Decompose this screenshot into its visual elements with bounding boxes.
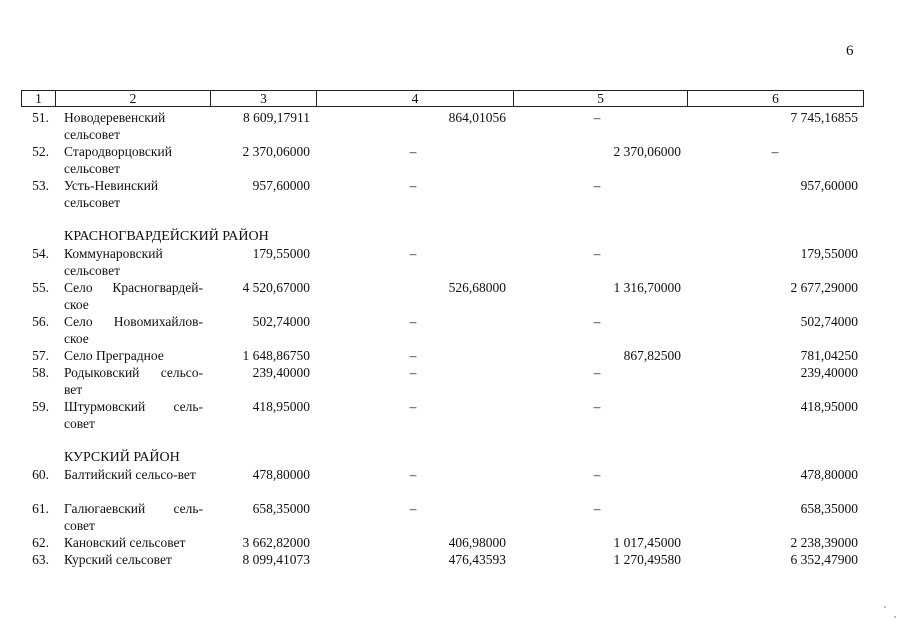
- settlement-name: Галюгаевский сель-совет: [64, 501, 203, 533]
- section-heading-row: [21, 449, 864, 466]
- value-col-4: –: [409, 246, 417, 261]
- value-col-5: 1 017,45000: [613, 535, 681, 550]
- value-col-3: 502,74000: [252, 314, 310, 329]
- settlement-name: Стародворцовский сельсовет: [64, 144, 172, 176]
- value-col-5: –: [593, 501, 601, 516]
- value-col-5: 1 316,70000: [613, 280, 681, 295]
- settlement-name: Село Новомихайлов-ское: [64, 314, 203, 346]
- settlement-name: Штурмовский сель-совет: [64, 399, 203, 431]
- settlement-name: Кановский сельсовет: [64, 535, 186, 550]
- value-col-6: 502,74000: [800, 314, 858, 329]
- table-row: [21, 398, 864, 432]
- header-col-2: 2: [56, 91, 211, 106]
- settlement-name: Родыковский сельсо-вет: [64, 365, 203, 397]
- value-col-3: 957,60000: [252, 178, 310, 193]
- value-col-6: 239,40000: [800, 365, 858, 380]
- value-col-3: 478,80000: [252, 467, 310, 482]
- value-col-4: 864,01056: [448, 110, 506, 125]
- table-row: [21, 364, 864, 398]
- value-col-3: 418,95000: [252, 399, 310, 414]
- section-title: КРАСНОГВАРДЕЙСКИЙ РАЙОН: [64, 229, 269, 244]
- value-col-5: 867,82500: [623, 348, 681, 363]
- value-col-4: –: [409, 144, 417, 159]
- value-col-6: 2 677,29000: [790, 280, 858, 295]
- header-col-4: 4: [317, 91, 514, 106]
- settlement-name: Село Преградное: [64, 348, 164, 363]
- value-col-3: 2 370,06000: [242, 144, 310, 159]
- row-number: 61.: [32, 501, 49, 516]
- value-col-4: –: [409, 365, 417, 380]
- value-col-4: 406,98000: [448, 535, 506, 550]
- value-col-5: 2 370,06000: [613, 144, 681, 159]
- row-number: 56.: [32, 314, 49, 329]
- table-row: [21, 109, 864, 143]
- row-number: 63.: [32, 552, 49, 567]
- settlement-name: Село Красногвардей-ское: [64, 280, 203, 312]
- value-col-5: –: [593, 178, 601, 193]
- value-col-5: –: [593, 314, 601, 329]
- header-col-6: 6: [772, 91, 779, 106]
- row-number: 54.: [32, 246, 49, 261]
- row-number: 51.: [32, 110, 49, 125]
- value-col-3: 179,55000: [252, 246, 310, 261]
- row-number: 59.: [32, 399, 49, 414]
- row-number: 58.: [32, 365, 49, 380]
- header-col-5: 5: [514, 91, 688, 106]
- row-number: 55.: [32, 280, 49, 295]
- table-row: [21, 534, 864, 551]
- value-col-6: 7 745,16855: [790, 110, 858, 125]
- value-col-6: 781,04250: [800, 348, 858, 363]
- scan-speck: [894, 616, 896, 618]
- settlement-name: Балтийский сельсо-вет: [64, 467, 196, 482]
- value-col-4: –: [409, 399, 417, 414]
- header-col-1: 1: [22, 91, 56, 106]
- value-col-4: –: [409, 348, 417, 363]
- table-body: [21, 109, 864, 568]
- value-col-3: 8 099,41073: [242, 552, 310, 567]
- table-row: [21, 143, 864, 177]
- settlement-name: Курский сельсовет: [64, 552, 172, 567]
- settlement-name: Усть-Невинский сельсовет: [64, 178, 159, 210]
- table-row: [21, 313, 864, 347]
- table-row: [21, 466, 864, 500]
- value-col-6: 957,60000: [800, 178, 858, 193]
- header-col-3: 3: [211, 91, 317, 106]
- value-col-5: –: [593, 399, 601, 414]
- settlement-name: Новодеревенский сельсовет: [64, 110, 166, 142]
- table-row: [21, 245, 864, 279]
- section-title: КУРСКИЙ РАЙОН: [64, 450, 180, 465]
- settlement-name: Коммунаровский сельсовет: [64, 246, 163, 278]
- row-number: 62.: [32, 535, 49, 550]
- row-number: 60.: [32, 467, 49, 482]
- value-col-4: –: [409, 467, 417, 482]
- table-row: [21, 500, 864, 534]
- table-row: [21, 177, 864, 211]
- value-col-5: –: [593, 246, 601, 261]
- value-col-6: 478,80000: [800, 467, 858, 482]
- page-number: 6: [846, 43, 854, 59]
- row-number: 53.: [32, 178, 49, 193]
- table-row: [21, 551, 864, 568]
- value-col-4: –: [409, 178, 417, 193]
- table-header-row: [21, 90, 864, 107]
- value-col-3: 658,35000: [252, 501, 310, 516]
- value-col-4: 476,43593: [448, 552, 506, 567]
- row-number: 57.: [32, 348, 49, 363]
- value-col-3: 3 662,82000: [242, 535, 310, 550]
- value-col-6: 658,35000: [800, 501, 858, 516]
- value-col-3: 8 609,17911: [243, 110, 310, 125]
- value-col-4: –: [409, 314, 417, 329]
- scan-speck: [884, 606, 886, 608]
- value-col-4: 526,68000: [448, 280, 506, 295]
- value-col-6: 418,95000: [800, 399, 858, 414]
- value-col-6: –: [771, 144, 779, 159]
- value-col-6: 6 352,47900: [790, 552, 858, 567]
- value-col-3: 239,40000: [252, 365, 310, 380]
- section-heading-row: [21, 228, 864, 245]
- value-col-5: 1 270,49580: [613, 552, 681, 567]
- value-col-5: –: [593, 110, 601, 125]
- value-col-3: 1 648,86750: [242, 348, 310, 363]
- value-col-3: 4 520,67000: [242, 280, 310, 295]
- value-col-6: 179,55000: [800, 246, 858, 261]
- row-number: 52.: [32, 144, 49, 159]
- value-col-5: –: [593, 467, 601, 482]
- table-row: [21, 279, 864, 313]
- value-col-5: –: [593, 365, 601, 380]
- table-row: [21, 347, 864, 364]
- value-col-4: –: [409, 501, 417, 516]
- value-col-6: 2 238,39000: [790, 535, 858, 550]
